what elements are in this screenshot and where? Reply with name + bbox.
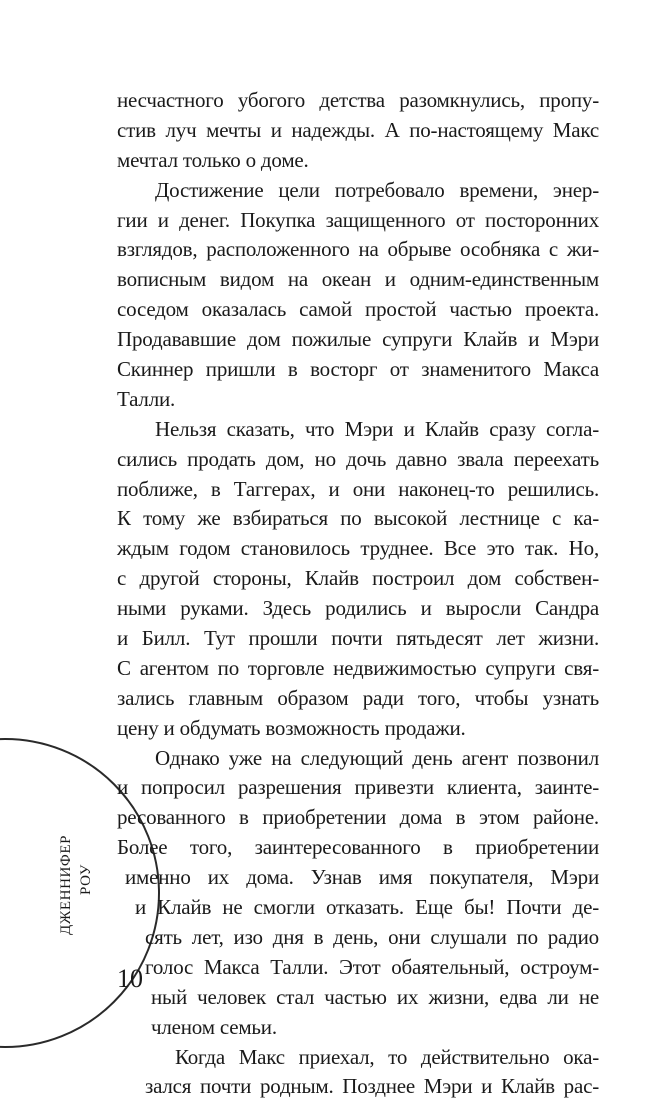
text-line: вописным видом на океан и одним-единственным xyxy=(117,267,599,292)
text-line: поближе, в Таггерах, и они наконец-то решились. xyxy=(117,476,599,501)
body-text xyxy=(117,86,599,1102)
author-last-name: РОУ xyxy=(78,864,94,895)
text-line: с другой стороны, Клайв построил дом собствен- xyxy=(117,566,599,591)
author-tab xyxy=(58,805,118,935)
text-line: Когда Макс приехал, то действительно ока- xyxy=(175,1044,599,1069)
text-line: и Клайв не смогли отказать. Еще бы! Почти де- xyxy=(135,895,599,920)
text-line: соседом оказалась самой простой частью проекта. xyxy=(117,297,599,322)
text-line: и попросил разрешения привезти клиента, заинте- xyxy=(117,775,599,800)
text-line: Более того, заинтересованного в приобретении xyxy=(117,835,599,860)
author-first-name: ДЖЕННИФЕР xyxy=(58,834,74,935)
text-line: С агентом по торговле недвижимостью супруги свя- xyxy=(117,655,599,680)
text-line: взглядов, расположенного на обрыве особняка с жи- xyxy=(117,237,599,262)
text-line: сились продать дом, но дочь давно звала переехать xyxy=(117,446,599,471)
text-line: ный человек стал частью их жизни, едва ли не xyxy=(151,984,599,1009)
text-line: сять лет, изо дня в день, они слушали по радио xyxy=(145,924,599,949)
text-line: именно их дома. Узнав имя покупателя, Мэри xyxy=(125,865,599,890)
text-line: ными руками. Здесь родились и выросли Сандра xyxy=(117,596,599,621)
text-line: членом семьи. xyxy=(151,1014,277,1039)
text-line: Нельзя сказать, что Мэри и Клайв сразу согла- xyxy=(155,416,599,441)
text-line: и Билл. Тут прошли почти пятьдесят лет жизни. xyxy=(117,626,599,651)
text-line: Талли. xyxy=(117,386,176,411)
text-line: Продававшие дом пожилые супруги Клайв и Мэри xyxy=(117,327,599,352)
text-line: ресованного в приобретении дома в этом районе. xyxy=(117,805,599,830)
text-line: голос Макса Талли. Этот обаятельный, остроум- xyxy=(145,954,599,979)
text-line: мечтал только о доме. xyxy=(117,147,309,172)
text-line: цену и обдумать возможность продажи. xyxy=(117,715,466,740)
text-line: Однако уже на следующий день агент позвонил xyxy=(155,745,599,770)
text-line: зались главным образом ради того, чтобы узнать xyxy=(117,685,599,710)
text-line: Скиннер пришли в восторг от знаменитого Макса xyxy=(117,357,599,382)
text-line: зался почти родным. Позднее Мэри и Клайв рас- xyxy=(145,1074,599,1099)
text-line: Достижение цели потребовало времени, энер- xyxy=(155,177,599,202)
text-line: несчастного убогого детства разомкнулись, пропу- xyxy=(117,88,599,112)
text-line: ждым годом становилось труднее. Все это так. Но, xyxy=(117,536,599,561)
text-line: К тому же взбираться по высокой лестнице с ка- xyxy=(117,506,599,531)
page-number: 10 xyxy=(117,964,143,993)
text-line: гии и денег. Покупка защищенного от посторонних xyxy=(117,207,599,232)
text-line: стив луч мечты и надежды. А по-настоящему Макс xyxy=(117,117,599,142)
